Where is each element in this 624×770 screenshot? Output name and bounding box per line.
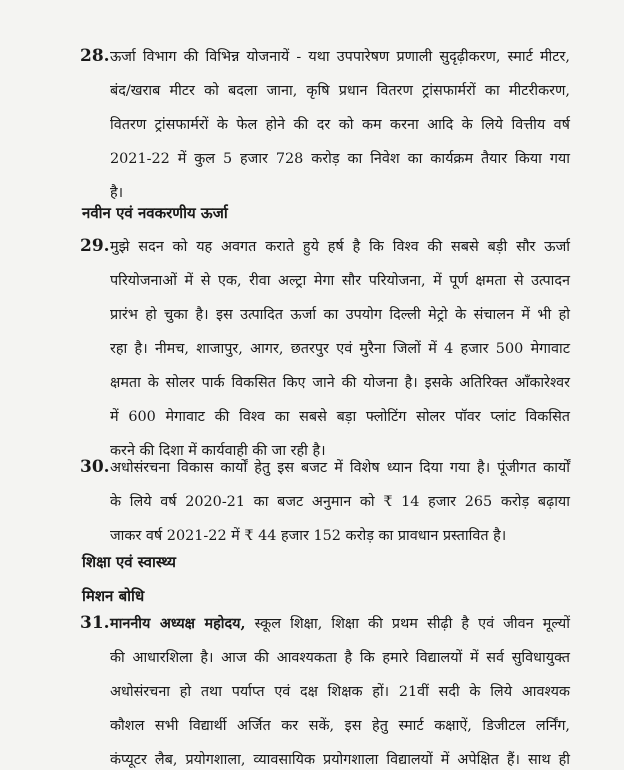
text-line: 2021-22 में कुल 5 हजार 728 करोड़ का निवेश का कार्यक्रम तैयार किया गया (110, 151, 570, 167)
text-line: ऊर्जा विभाग की विभिन्न योजनायें - यथा उपपारेषण प्रणाली सुदृढ़ीकरण, स्मार्ट मीटर, (110, 49, 570, 65)
text-line: जाकर वर्ष 2021-22 में ₹ 44 हजार 152 करोड़ का प्रावधान प्रस्तावित है। (110, 528, 507, 544)
paragraph-number: 28. (80, 46, 110, 66)
text-line: वितरण ट्रांसफार्मरों के फेल होने की दर को कम करना आदि के लिये वित्तीय वर्ष (110, 117, 570, 133)
text-line: कंप्यूटर लैब, प्रयोगशाला, व्यावसायिक प्रयोगशाला विद्यालयों में अपेक्षित हैं। साथ ही (110, 752, 570, 768)
text-line: मुझे सदन को यह अवगत कराते हुये हर्ष है कि विश्व की सबसे बड़ी सौर ऊर्जा (110, 239, 570, 255)
text-line: रहा है। नीमच, शाजापुर, आगर, छतरपुर एवं मुरैना जिलों में 4 हजार 500 मेगावाट (110, 341, 570, 357)
paragraph-number: 31. (80, 613, 110, 633)
paragraph-number: 30. (80, 457, 110, 477)
text-line: के लिये वर्ष 2020-21 का बजट अनुमान को ₹ 14 हजार 265 करोड़ बढ़ाया (110, 494, 570, 510)
text-line: अधोसंरचना विकास कार्यों हेतु इस बजट में विशेष ध्यान दिया गया है। पूंजीगत कार्यों (110, 460, 570, 476)
text-line: क्षमता के सोलर पार्क विकसित किए जाने की योजना है। इसके अतिरिक्त ऑंकारेश्वर (110, 375, 570, 391)
text-line: में 600 मेगावाट की विश्व का सबसे बड़ा फ्लोटिंग सोलर पॉवर प्लांट विकसित (110, 409, 570, 425)
text-line-with-lead (110, 614, 570, 634)
text-line: बंद/खराब मीटर को बदला जाना, कृषि प्रधान वितरण ट्रांसफार्मरों का मीटरीकरण, (110, 83, 570, 99)
paragraph-number: 29. (80, 236, 110, 256)
text-line: की आधारशिला है। आज की आवश्यकता है कि हमारे विद्यालयों में सर्व सुविधायुक्त (110, 650, 570, 666)
text-line: कौशल सभी विद्यार्थी अर्जित कर सकें, इस हेतु स्मार्ट कक्षाऐं, डिजीटल लर्निंग, (110, 718, 570, 734)
text-span: स्कूल शिक्षा, शिक्षा की प्रथम सीढ़ी है एवं जीवन मूल्यों (245, 616, 570, 632)
text-line: परियोजनाओं में से एक, रीवा अल्ट्रा मेगा सौर परियोजना, में पूर्ण क्षमता से उत्पादन (110, 273, 570, 289)
speaker-address: माननीय अध्यक्ष महोदय, (110, 615, 246, 632)
section-heading-renewable: नवीन एवं नवकरणीय ऊर्जा (82, 204, 228, 222)
section-heading-mission: मिशन बोधि (82, 587, 145, 605)
section-heading-education: शिक्षा एवं स्वास्थ्य (82, 553, 176, 571)
text-line: अधोसंरचना हो तथा पर्याप्त एवं दक्ष शिक्षक हों। 21वीं सदी के लिये आवश्यक (110, 684, 570, 700)
text-line: प्रारंभ हो चुका है। इस उत्पादित ऊर्जा का उपयोग दिल्ली मेट्रो के संचालन में भी हो (110, 307, 570, 323)
text-line: करने की दिशा में कार्यवाही की जा रही है। (110, 443, 326, 459)
text-line: है। (110, 185, 124, 201)
